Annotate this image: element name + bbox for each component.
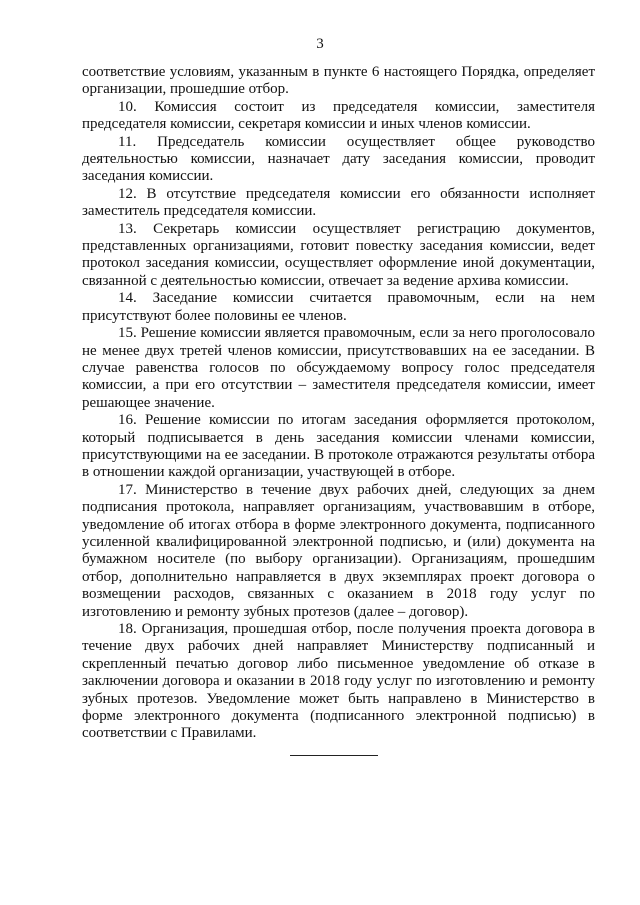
paragraph-17: 17. Министерство в течение двух рабочих дней, следующих за днем подписания протокола, направляет организациям, участвовавшим в отборе, уведомление об итогах отбора в форме электронного документа, подписанного усиленной квалифицированной электронной подписью, и (или) документа на бумажном носителе (по выбору организации). Организациям, прошедшим отбор, дополнительно направляется в двух экземплярах проект договора о возмещении расходов, связанных с оказанием в 2018 году услуг по изготовлению и ремонту зубных протезов (далее – договор). <box>82 481 595 620</box>
paragraph-10: 10. Комиссия состоит из председателя комиссии, заместителя председателя комиссии, секретаря комиссии и иных членов комиссии. <box>82 98 595 133</box>
paragraph-13: 13. Секретарь комиссии осуществляет регистрацию документов, представленных организациями, готовит повестку заседания комиссии, ведет протокол заседания комиссии, осуществляет оформление иной документации, связанной с деятельностью комиссии, отвечает за ведение архива комиссии. <box>82 220 595 289</box>
end-separator-line <box>290 755 378 756</box>
paragraph-continuation: соответствие условиям, указанным в пункте 6 настоящего Порядка, определяет организации, прошедшие отбор. <box>82 64 595 98</box>
paragraph-15: 15. Решение комиссии является правомочным, если за него проголосовало не менее двух третей членов комиссии, присутствовавших на ее заседании. В случае равенства голосов по обсуждаемому вопросу голос председателя комиссии, а при его отсутствии – заместителя председателя комиссии, имеет решающее значение. <box>82 325 595 411</box>
paragraph-11: 11. Председатель комиссии осуществляет общее руководство деятельностью комиссии, назначает дату заседания комиссии, проводит заседания комиссии. <box>82 133 595 185</box>
paragraph-16: 16. Решение комиссии по итогам заседания оформляется протоколом, который подписывается в день заседания комиссии членами комиссии, присутствующими на ее заседании. В протоколе отражаются результаты отбора в отношении каждой организации, участвующей в отборе. <box>82 412 595 481</box>
paragraph-12: 12. В отсутствие председателя комиссии его обязанности исполняет заместитель председателя комиссии. <box>82 185 595 220</box>
paragraph-14: 14. Заседание комиссии считается правомочным, если на нем присутствуют более половины ее членов. <box>82 290 595 324</box>
document-body <box>82 64 595 743</box>
paragraph-18: 18. Организация, прошедшая отбор, после получения проекта договора в течение двух рабочих дней направляет Министерству подписанный и скрепленный печатью договор либо письменное уведомление об отказе в заключении договора и оказании в 2018 году услуг по изготовлению и ремонту зубных протезов. Уведомление может быть направлено в Министерство в форме электронного документа (подписанного электронной подписью) в соответствии с Правилами. <box>82 621 595 742</box>
page-number: 3 <box>316 36 324 52</box>
